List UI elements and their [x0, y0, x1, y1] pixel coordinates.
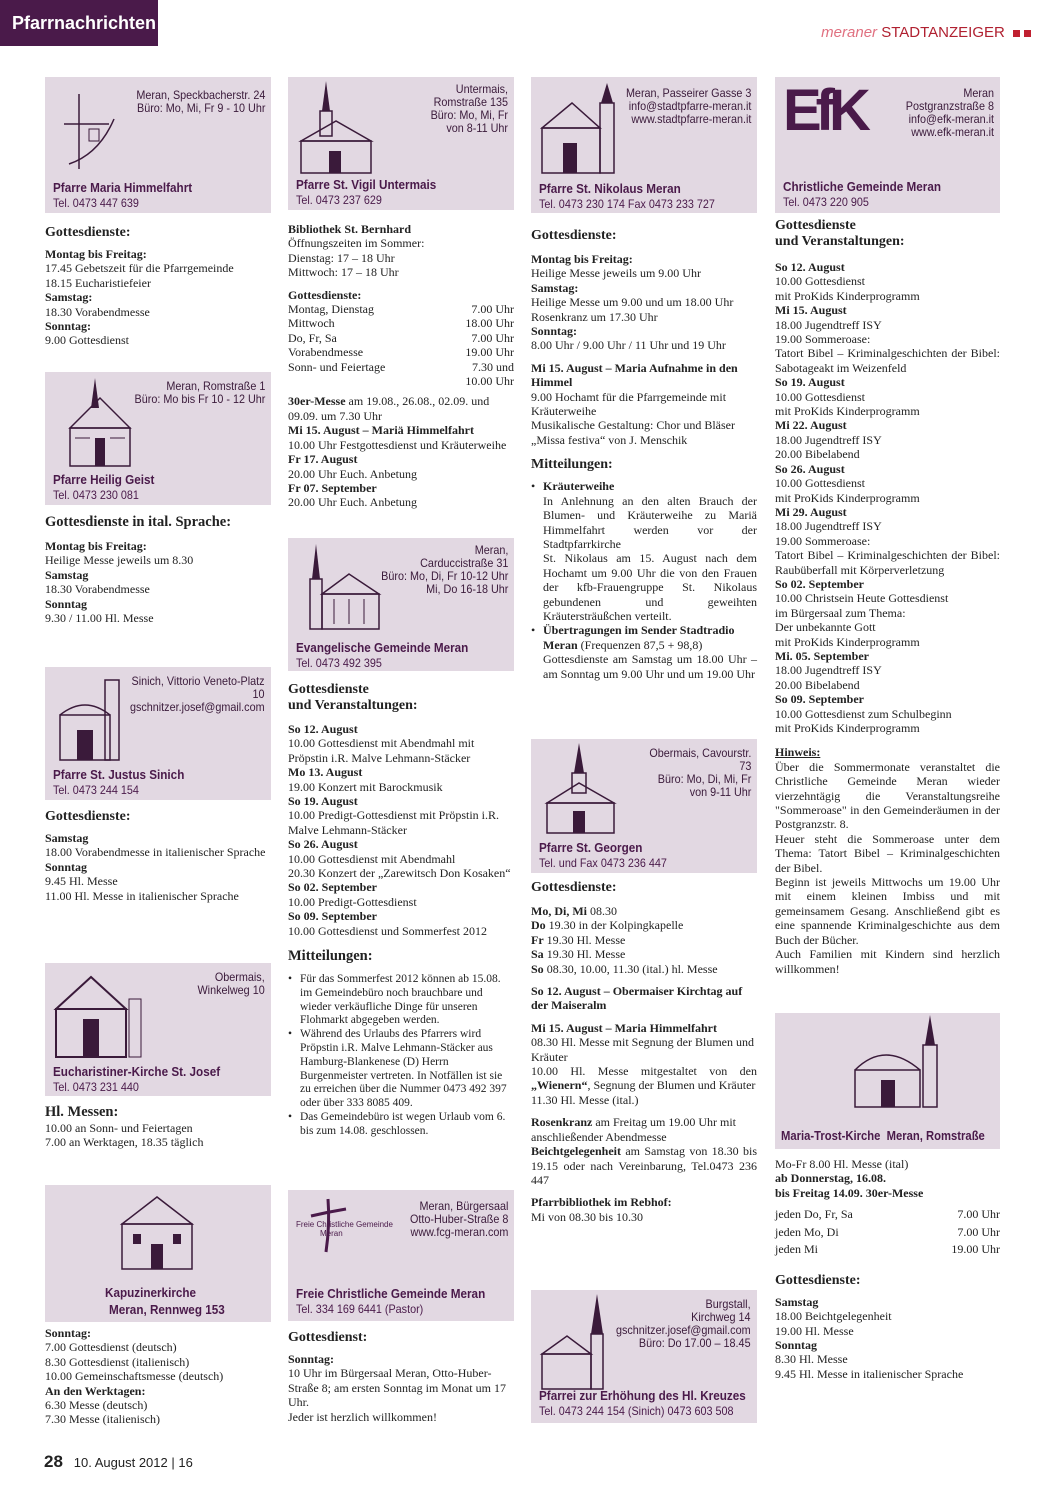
event-line: im Bürgersaal zum Thema:: [775, 605, 906, 620]
schedule-day: Sonn- und Feiertage: [288, 359, 386, 374]
schedule-time: 18.00 Uhr: [465, 316, 514, 331]
address: Burgstall, Kirchweg 14 gschnitzer.josef@gmail.com Büro: Do 17.00 – 18.45: [616, 1297, 751, 1350]
schedule-row: [288, 374, 514, 388]
event-date: Mi 29. August: [775, 504, 847, 519]
parish-name: Evangelische Gemeinde Meran: [296, 640, 469, 655]
address: Untermais, Romstraße 135 Büro: Mo, Mi, Fr von 8-11 Uhr: [430, 82, 508, 135]
event-line: 10.00 Gottesdienst: [775, 389, 865, 404]
schedule-row: [775, 1224, 1000, 1242]
schedule-row: [288, 345, 514, 359]
card-evangelische-gemeinde: [288, 538, 514, 671]
event-line: 10.00 Gottesdienst: [775, 274, 865, 289]
address: Meran, Carduccistraße 31 Büro: Mo, Di, Fr 10-12 Uhr Mi, Do 16-18 Uhr: [380, 543, 508, 596]
vigil-times: [288, 302, 514, 388]
schedule-time: 7.00 Uhr: [471, 330, 514, 345]
event-line: 19.00 Sommeroase:: [775, 332, 871, 347]
parish-name: Pfarre St. Vigil Untermais: [296, 177, 437, 192]
trost-times: [775, 1206, 1000, 1259]
card-st-georgen: [531, 739, 757, 873]
event-date: Mi. 05. September: [775, 648, 869, 663]
himmelfahrt-text: Gottesdienste: Montag bis Freitag: 17.45 Gebetszeit für die Pfarrgemeinde 18.15 Eucharistiefeier Samstag: 18.30 Vorabendmesse Sonntag: 9.00 Gottesdienst: [45, 225, 234, 348]
address: Sinich, Vittorio Veneto-Platz 10 gschnitzer.josef@gmail.com: [130, 674, 265, 714]
parish-name: Pfarrei zur Erhöhung des Hl. Kreuzes: [539, 1388, 746, 1403]
schedule-day: jeden Mi: [775, 1242, 818, 1257]
event-line: 18.00 Jugendtreff ISY: [775, 317, 882, 332]
schedule-time: 7.00 Uhr: [957, 1224, 1000, 1239]
parish-tel: Tel. 334 169 6441 (Pastor): [296, 1302, 424, 1316]
parish-address: Meran, Rennweg 153: [109, 1302, 225, 1317]
parish-tel: Tel. 0473 244 154 (Sinich) 0473 603 508: [539, 1404, 734, 1418]
event-line: 10.00 Gottesdienst zum Schulbeginn: [775, 706, 952, 721]
parish-tel: Tel. 0473 244 154: [53, 783, 139, 797]
parish-tel: Tel. 0473 237 629: [296, 193, 382, 207]
josef-text: Hl. Messen: 10.00 an Sonn- und Feiertagen 7.00 an Werktagen, 18.35 täglich: [45, 1104, 204, 1150]
schedule-row: [288, 316, 514, 330]
schedule-day: jeden Mo, Di: [775, 1224, 839, 1239]
event-line: 20.00 Bibelabend: [775, 677, 860, 692]
page-footer: [44, 1452, 193, 1472]
church-icon: [55, 378, 135, 468]
card-justus-sinich: [45, 667, 271, 800]
address: Meran, Passeirer Gasse 3 info@stadtpfarre-meran.it www.stadtpfarre-meran.it: [625, 86, 751, 126]
vigil-text: Bibliothek St. Bernhard Öffnungszeiten im Sommer: Dienstag: 17 – 18 Uhr Mittwoch: 17 – 18 Uhr Gottesdienste: Montag, Dienstag 7.00 Uhr Mittwoch 18.00 Uhr Do, Fr, Sa 7.00 Uhr Vorabendmesse 19.00 Uhr Sonn- und Feiertage 7.30 und 10.00 Uhr 30er-Messe am 19.08., 26.08., 02.09. und 09.09. um 7.30 Uhr Mi 15. August – Mariä Himmelfahrt 10.00 Uhr Festgottesdienst und Kräuterweihe Fr 17. August 20.00 Uhr Euch. Anbetung Fr 07. September 20.00 Uhr Euch. Anbetung: [288, 222, 514, 510]
event-date: Mi 15. August: [775, 303, 847, 318]
card-heilig-geist: [45, 372, 271, 505]
card-hl-kreuz: [531, 1290, 757, 1423]
efk-logo: EfK: [783, 78, 865, 143]
event-date: So 12. August: [775, 260, 845, 274]
card-maria-trost: [775, 1013, 1000, 1149]
event-line: 19.00 Sommeroase:: [775, 533, 871, 548]
parish-name: Pfarre St. Justus Sinich: [53, 767, 185, 782]
event-line: mit ProKids Kinderprogramm: [775, 288, 920, 303]
schedule-row: [288, 360, 514, 374]
event-date: So 09. September: [775, 692, 864, 707]
geist-text: Gottesdienste in ital. Sprache: Montag bis Freitag: Heilige Messe jeweils um 8.30 Samstag 18.30 Vorabendmesse Sonntag 9.30 / 11.00 Hl. Messe: [45, 514, 232, 626]
masthead-square-icon: [1013, 30, 1020, 37]
card-st-josef: [45, 963, 271, 1096]
church-icon: [537, 1294, 627, 1394]
masthead-square-icon: [1024, 30, 1031, 37]
schedule-row: [288, 331, 514, 345]
address: Meran, Romstraße 1 Büro: Mo bis Fr 10 - 12 Uhr: [134, 379, 265, 406]
masthead-part2: STADTANZEIGER: [881, 24, 1005, 41]
issue-date: 10. August 2012 | 16: [73, 1455, 193, 1470]
schedule-time: 7.00 Uhr: [957, 1207, 1000, 1222]
schedule-row: [288, 302, 514, 316]
event-line: Der unbekannte Gott: [775, 620, 876, 635]
event-date: So 19. August: [775, 375, 845, 390]
card-maria-himmelfahrt: [45, 77, 271, 213]
schedule-day: Montag, Dienstag: [288, 302, 374, 317]
page-number: 28: [44, 1452, 63, 1471]
church-icon: [845, 1015, 955, 1115]
fcg-text: Gottesdienst: Sonntag: 10 Uhr im Bürgersaal Meran, Otto-Huber-Straße 8; am ersten Sonntag im Monat um 17 Uhr. Jeder ist herzlich willkommen!: [288, 1330, 506, 1424]
address: Meran Postgranzstraße 8 info@efk-meran.it www.efk-meran.it: [905, 86, 994, 139]
parish-name: Pfarre Maria Himmelfahrt: [53, 180, 193, 195]
event-line: mit ProKids Kinderprogramm: [775, 721, 920, 735]
parish-tel: Tel. 0473 492 395: [296, 656, 382, 670]
parish-name: Eucharistiner-Kirche St. Josef: [53, 1064, 221, 1079]
card-christliche-gemeinde: [775, 77, 1000, 213]
schedule-time: 10.00 Uhr: [465, 374, 514, 389]
card-st-nikolaus: [531, 77, 757, 213]
schedule-row: [775, 1206, 1000, 1224]
schedule-day: Do, Fr, Sa: [288, 330, 337, 345]
event-line: 10.00 Gottesdienst: [775, 476, 865, 491]
event-line: Tatort Bibel – Kriminalgeschichten der Bibel: Raubüberfall mit Körperverletzung: [775, 548, 1000, 577]
trost-text: Mo-Fr 8.00 Hl. Messe (ital) ab Donnerstag, 16.08. bis Freitag 14.09. 30er-Messe jeden Do, Fr, Sa 7.00 Uhr jeden Mo, Di 7.00 Uhr jeden Mi 19.00 Uhr Gottesdienste: Samstag 18.00 Beichtgelegenheit 19.00 Hl. Messe Sonntag 8.30 Hl. Messe 9.45 Hl. Messe in italienischer Sprache: [775, 1157, 1000, 1381]
efk-event-list: [775, 260, 1000, 735]
parish-name: Pfarre St. Georgen: [539, 840, 643, 855]
schedule-row: [775, 1241, 1000, 1259]
nikolaus-text: Gottesdienste: Montag bis Freitag: Heilige Messe jeweils um 9.00 Uhr Samstag: Heilige Messe um 9.00 und um 18.00 Uhr Rosenkranz um 17.30 Uhr Sonntag: 8.00 Uhr / 9.00 Uhr / 11 Uhr und 19 Uhr Mi 15. August – Maria Aufnahme in den Himmel 9.00 Hochamt für die Pfarrgemeinde mit Kräuterweihe Musikalische Gestaltung: Chor und Bläser „Missa festiva“ von J. Menschik Mitteilungen: • Kräuterweihe In Anlehnung an den alten Brauch der Blumen- und Kräuterweihe zu Mariä Himmelfahrt werden vor der Stadtpfarrkirche St. Nikolaus am 15. August nach dem Hochamt um 9.00 Uhr die von den Frauen der kfb-Frauengruppe St. Nikolaus gebundenen und geweihten Kräutersträußchen verteilt. • Übertragungen im Sender Stadtradio Meran (Frequenzen 87,5 + 98,8) Gottesdienste am Samstag um 18.00 Uhr – am Sonntag um 9.00 Uhr und um 19.00 Uhr: [531, 228, 757, 681]
address: Obermais, Cavourstr. 73 Büro: Mo, Di, Mi, Fr von 9-11 Uhr: [648, 746, 751, 799]
schedule-time: 7.00 Uhr: [471, 302, 514, 317]
parish-tel: Tel. 0473 447 639: [53, 196, 139, 210]
church-line-icon: [59, 89, 119, 169]
parish-name: Kapuzinerkirche: [105, 1285, 197, 1300]
card-fcg-meran: [288, 1190, 514, 1321]
church-icon: [51, 969, 146, 1059]
church-icon: [294, 544, 384, 634]
parish-tel: Tel. 0473 220 905: [783, 195, 869, 209]
church-icon: [539, 743, 624, 838]
efk-text: Gottesdienste und Veranstaltungen: So 12. August 10.00 Gottesdienst mit ProKids Kinderprogramm Mi 15. August 18.00 Jugendtreff ISY 19.00 Sommeroase: Tatort Bibel – Kriminalgeschichten der Bibel: Sabotageakt im Weizenfeld So 19. August 10.00 Gottesdienst mit ProKids Kinderprogramm Mi 22. August 18.00 Jugendtreff ISY 20.00 Bibelabend So 26. August 10.00 Gottesdienst mit ProKids Kinderprogramm Mi 29. August 18.00 Jugendtreff ISY 19.00 Sommeroase: Tatort Bibel – Kriminalgeschichten der Bibel: Raubüberfall mit Körperverletzung So 02. September 10.00 Christsein Heute Gottesdienst im Bürgersaal zum Thema: Der unbekannte Gott mit ProKids Kinderprogramm Mi. 05. September 18.00 Jugendtreff ISY 20.00 Bibelabend So 09. September 10.00 Gottesdienst zum Schulbeginn mit ProKids Kinderprogramm Hinweis: Über die Sommermonate veranstaltet die Christliche Gemeinde Meran wieder vierzehntägig die Veranstaltungsreihe "Sommeroase" in den Gemeinderäumen in der Postgranzstr. 8. Heuer steht die Sommeroase unter dem Thema: Tatort Bibel – Kriminalgeschichten der Bibel. Beginn ist jeweils Mittwochs um 19.00 Uhr mit einem kleinen Imbiss und mit gemeinsamem Gesang. Anschließend gibt es eine spannende Kriminalgeschichte aus dem Buch der Bücher. Auch Familien mit Kindern sind herzlich willkommen!: [775, 218, 1000, 976]
event-line: 18.00 Jugendtreff ISY: [775, 663, 882, 678]
parish-name: Pfarre Heilig Geist: [53, 472, 155, 487]
parish-name: Christliche Gemeinde Meran: [783, 179, 942, 194]
address: Meran, Speckbacherstr. 24 Büro: Mo, Mi, Fr 9 - 10 Uhr: [135, 88, 265, 115]
schedule-time: 19.00 Uhr: [951, 1242, 1000, 1257]
event-date: Mi 22. August: [775, 418, 847, 433]
masthead: [821, 24, 1031, 41]
schedule-day: jeden Do, Fr, Sa: [775, 1207, 853, 1222]
event-date: So 02. September: [775, 576, 864, 591]
card-kapuzinerkirche: [45, 1185, 271, 1322]
event-line: mit ProKids Kinderprogramm: [775, 634, 920, 649]
kapuziner-text: Sonntag: 7.00 Gottesdienst (deutsch) 8.30 Gottesdienst (italienisch) 10.00 Gemeinschaftsmesse (deutsch) An den Werktagen: 6.30 Messe (deutsch) 7.30 Messe (italienisch): [45, 1326, 224, 1427]
parish-tel: Tel. und Fax 0473 236 447: [539, 856, 667, 870]
trost-title: Maria-Trost-Kirche Meran, Romstraße: [781, 1129, 985, 1143]
schedule-day: Mittwoch: [288, 316, 335, 331]
church-icon: [107, 1189, 207, 1279]
address: Obermais, Winkelweg 10: [197, 970, 265, 997]
parish-tel: Tel. 0473 231 440: [53, 1080, 139, 1094]
georgen-text: Gottesdienste: Mo, Di, Mi 08.30 Do 19.30 in der Kolpingkapelle Fr 19.30 Hl. Messe Sa 19.30 Hl. Messe So 08.30, 10.00, 11.30 (ital.) hl. Messe So 12. August – Obermaiser Kirchtag auf der Maiseralm Mi 15. August – Maria Himmelfahrt 08.30 Hl. Messe mit Segnung der Blumen und Kräuter 10.00 Hl. Messe mitgestaltet von den „Wienern“, Segnung der Blumen und Kräuter 11.30 Hl. Messe (ital.) Rosenkranz am Freitag um 19.00 Uhr mit anschließender Abendmesse Beichtgelegenheit am Samstag von 18.30 bis 19.15 oder nach Vereinbarung, Tel.0473 236 447 Pfarrbibliothek im Rebhof: Mi von 08.30 bis 10.30: [531, 880, 757, 1224]
event-line: Tatort Bibel – Kriminalgeschichten der Bibel: Sabotageakt im Weizenfeld: [775, 346, 1000, 375]
parish-tel: Tel. 0473 230 174 Fax 0473 233 727: [539, 197, 715, 211]
church-icon: [296, 81, 376, 176]
schedule-day: Vorabendmesse: [288, 345, 364, 360]
parish-tel: Tel. 0473 230 081: [53, 488, 139, 502]
card-st-vigil: [288, 77, 514, 210]
event-line: 20.00 Bibelabend: [775, 447, 860, 462]
address: Meran, Bürgersaal Otto-Huber-Straße 8 www.fcg-meran.com: [409, 1199, 508, 1239]
masthead-part1: meraner: [821, 24, 878, 41]
parish-name: Freie Christliche Gemeinde Meran: [296, 1286, 486, 1301]
justus-text: Gottesdienste: Samstag 18.00 Vorabendmesse in italienischer Sprache Sonntag 9.45 Hl. Messe 11.00 Hl. Messe in italienischer Sprache: [45, 809, 266, 903]
fcg-logo-text: Freie Christliche Gemeinde Meran: [296, 1220, 393, 1238]
section-tag: Pfarrnachrichten: [0, 0, 158, 46]
event-line: 18.00 Jugendtreff ISY: [775, 432, 882, 447]
event-line: 18.00 Jugendtreff ISY: [775, 519, 882, 534]
event-line: mit ProKids Kinderprogramm: [775, 404, 920, 419]
schedule-time: 7.30 und: [472, 359, 514, 374]
schedule-time: 19.00 Uhr: [465, 345, 514, 360]
event-line: mit ProKids Kinderprogramm: [775, 490, 920, 505]
parish-name: Pfarre St. Nikolaus Meran: [539, 181, 681, 196]
church-icon: [537, 83, 632, 178]
event-line: 10.00 Christsein Heute Gottesdienst: [775, 591, 949, 606]
church-icon: [55, 675, 135, 765]
evang-text: Gottesdienste und Veranstaltungen: So 12. August 10.00 Gottesdienst mit Abendmahl mit Pröpstin i.R. Malve Lehmann-Stäcker Mo 13. August 19.00 Konzert mit Barockmusik So 19. August 10.00 Predigt-Gottesdienst mit Pröpstin i.R. Malve Lehmann-Stäcker So 26. August 10.00 Gottesdienst mit Abendmahl 20.30 Konzert der „Zarewitsch Don Kosaken“ So 02. September 10.00 Predigt-Gottesdienst So 09. September 10.00 Gottesdienst und Sommerfest 2012 Mitteilungen: • Für das Sommerfest 2012 können ab 15.08. im Gemeindebüro noch brauchbare und wieder verkäufliche Dinge für unseren Flohmarkt abgegeben werden. • Während des Urlaubs des Pfarrers wird Pröpstin i.R. Malve Lehmann-Stäcker aus Hamburg-Blankenese (D) Herrn Burgenmeister vertreten. In Notfällen ist sie zu erreichen über die Nummer 0473 492 397 oder über 333 8085 409. • Das Gemeindebüro ist wegen Urlaub vom 6. bis zum 14.08. geschlossen.: [288, 682, 514, 1139]
event-date: So 26. August: [775, 461, 845, 476]
